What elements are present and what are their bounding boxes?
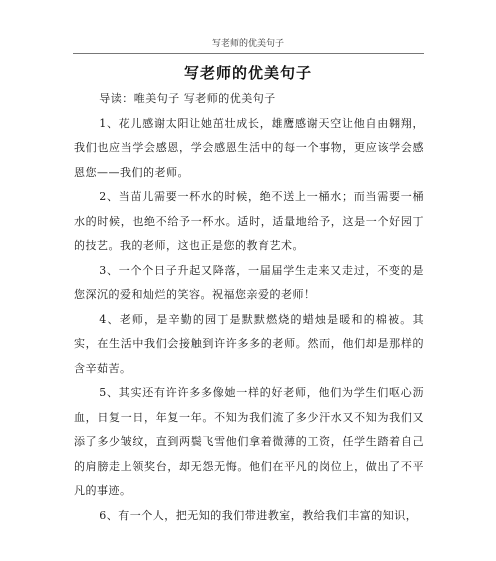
paragraph-4: 4、老师，是辛勤的园丁是默默燃烧的蜡烛是暖和的棉被。其实，在生活中我们会接触到许许多多的老师。然而，他们却是那样的含辛茹苦。 xyxy=(74,312,424,375)
document-body xyxy=(74,87,424,528)
paragraph-3: 3、一个个日子升起又降落，一届届学生走来又走过，不变的是您深沉的爱和灿烂的笑容。祝福您亲爱的老师！ xyxy=(74,263,424,301)
intro-paragraph: 导读：唯美句子 写老师的优美句子 xyxy=(99,92,276,105)
running-header: 写老师的优美句子 xyxy=(211,39,284,49)
document-title: 写老师的优美句子 xyxy=(183,64,312,82)
paragraph-2: 2、当苗儿需要一杯水的时候，绝不送上一桶水；而当需要一桶水的时候，也绝不给予一杯水。适时，适量地给予，这是一个好园丁的技艺。我的老师，这也正是您的教育艺术。 xyxy=(74,190,424,252)
paragraph-1: 1、花儿感谢太阳让她茁壮成长，雄鹰感谢天空让他自由翱翔，我们也应当学会感恩，学会感恩生活中的每一个事物，更应该学会感恩您——我们的老师。 xyxy=(74,116,424,179)
header-divider xyxy=(73,53,424,54)
paragraph-6: 6、有一个人，把无知的我们带进教室，教给我们丰富的知识， xyxy=(99,508,418,522)
paragraph-5: 5、其实还有许许多多像她一样的好老师，他们为学生们呕心沥血，日复一日，年复一年。不知为我们流了多少汗水又不知为我们又添了多少皱纹，直到两鬓飞雪他们拿着微薄的工资，任学生踏着自己的肩膀走上领奖台，却无怨无悔。他们在平凡的岗位上，做出了不平凡的事迹。 xyxy=(74,386,424,497)
